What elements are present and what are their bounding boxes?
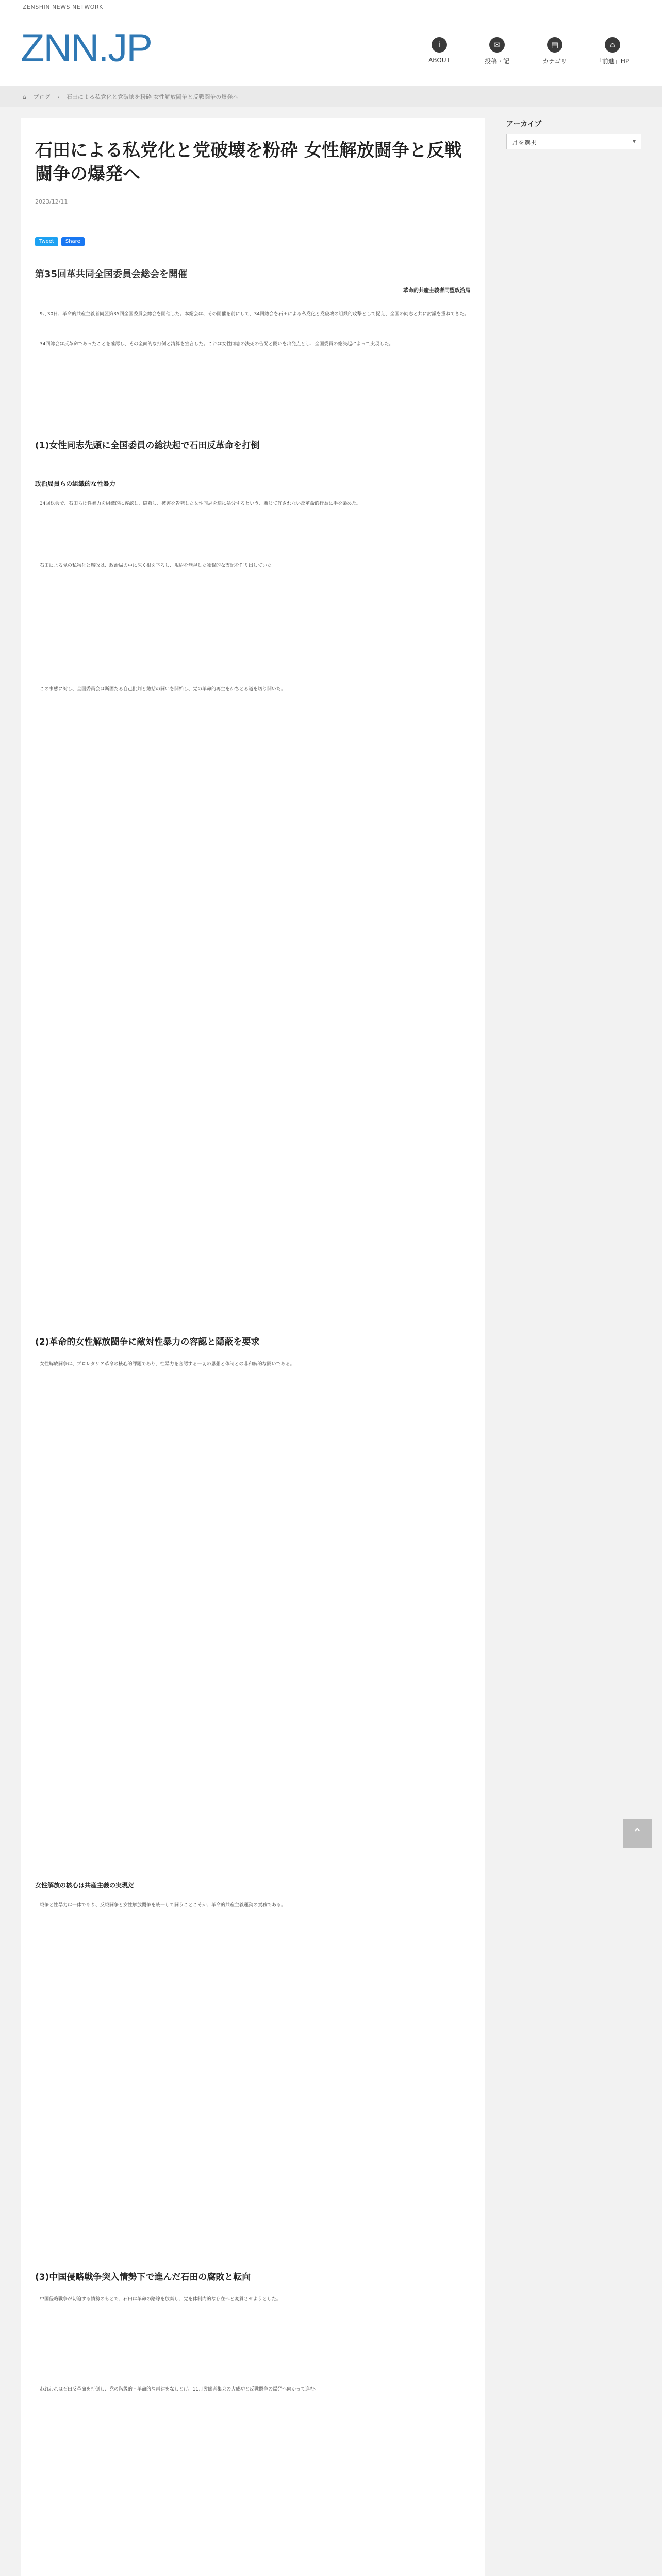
scroll-top-button[interactable]: ⌃ (623, 1819, 652, 1848)
facebook-share-button[interactable]: Share (61, 237, 85, 246)
paragraph: 石田による党の私物化と腐敗は、政治局の中に深く根を下ろし、規約を無視した独裁的な支配を作り出していた。 (40, 563, 277, 568)
post-date: 2023/12/11 (35, 198, 68, 205)
paragraph: 女性解放闘争は、プロレタリア革命の核心的課題であり、性暴力を容認する一切の思想と体制との非和解的な闘いである。 (40, 1362, 295, 1367)
paragraph: 中国侵略戦争が切迫する情勢のもとで、石田は革命の路線を放棄し、党を体制内的な存在へと変質させようとした。 (40, 2297, 281, 2302)
share-buttons (35, 237, 88, 246)
paragraph: 戦争と性暴力は一体であり、反戦闘争と女性解放闘争を統一して闘うことこそが、革命的共産主義運動の責務である。 (40, 1903, 286, 1908)
meeting-heading: 第35回革共同全国委員会総会を開催 (35, 269, 188, 280)
network-bar: ZENSHIN NEWS NETWORK (0, 0, 662, 13)
paragraph: この事態に対し、全国委員会は断固たる自己批判と総括の闘いを開始し、党の革命的再生をかちとる道を切り開いた。 (40, 687, 286, 692)
home-icon: ⌂ (605, 37, 620, 53)
nav-label: ABOUT (428, 57, 450, 64)
breadcrumb-sep: › (57, 94, 60, 100)
nav-label: 投稿・記 (484, 58, 509, 65)
paragraph: 34回総会で、石田らは性暴力を組織的に容認し、隠蔽し、被害を告発した女性同志を逆に処分するという、断じて許されない反革命的行為に手を染めた。 (40, 501, 361, 506)
subheading: 政治局員らの組織的な性暴力 (35, 480, 116, 487)
paragraph: われわれは石田反革命を打倒し、党の階級的・革命的な再建をなしとげ、11月労働者集会の大成功と反戦闘争の爆発へ向かって進む。 (40, 2387, 320, 2392)
site-header (0, 13, 662, 86)
section-heading: (1)女性同志先頭に全国委員の総決起で石田反革命を打倒 (35, 440, 260, 451)
nav-label: カテゴリ (542, 58, 567, 65)
section-heading: (2)革命的女性解放闘争に敵対性暴力の容認と隠蔽を要求 (35, 1337, 260, 1347)
breadcrumb-home-icon[interactable]: ⌂ (23, 94, 26, 100)
site-logo[interactable]: ZNN.JP (21, 26, 152, 70)
nav-post[interactable] (468, 32, 526, 78)
nav-category[interactable] (526, 32, 584, 78)
archive-select[interactable]: 月を選択 ▾ (506, 134, 641, 149)
subheading: 女性解放の核心は共産主義の実現だ (35, 1882, 135, 1889)
breadcrumb (0, 86, 662, 107)
breadcrumb-item: 石田による私党化と党破壊を粉砕 女性解放闘争と反戦闘争の爆発へ (66, 94, 239, 100)
tweet-button[interactable]: Tweet (35, 237, 58, 246)
category-icon: ▤ (547, 37, 562, 53)
nav-about[interactable] (410, 32, 468, 78)
author-org: 革命的共産主義者同盟政治局 (403, 288, 470, 294)
section-heading: (3)中国侵略戦争突入情勢下で進んだ石田の腐敗と転向 (35, 2272, 251, 2282)
article (21, 118, 485, 2576)
page-title: 石田による私党化と党破壊を粉砕 女性解放闘争と反戦闘争の爆発へ (35, 140, 462, 184)
sidebar (506, 118, 641, 155)
paragraph: 9月30日、革命的共産主義者同盟第35回全国委員会総会を開催した。本総会は、その開催を前にして、34回総会を石田による私党化と党破壊の組織的攻撃として捉え、全国の同志と共に討議を重ねてきた。 (40, 312, 469, 317)
main-nav (410, 32, 641, 78)
send-icon: ✉ (489, 37, 505, 53)
breadcrumb-item[interactable]: ブログ (33, 94, 51, 100)
nav-home[interactable] (584, 32, 641, 78)
nav-label: 「前進」HP (595, 58, 630, 65)
about-icon: i (432, 37, 447, 53)
archive-title: アーカイブ (506, 120, 542, 128)
paragraph: 34回総会は反革命であったことを確認し、その全面的な打倒と清算を宣言した。これは女性同志の決死の告発と闘いを出発点とし、全国委員の総決起によって実現した。 (40, 342, 394, 347)
